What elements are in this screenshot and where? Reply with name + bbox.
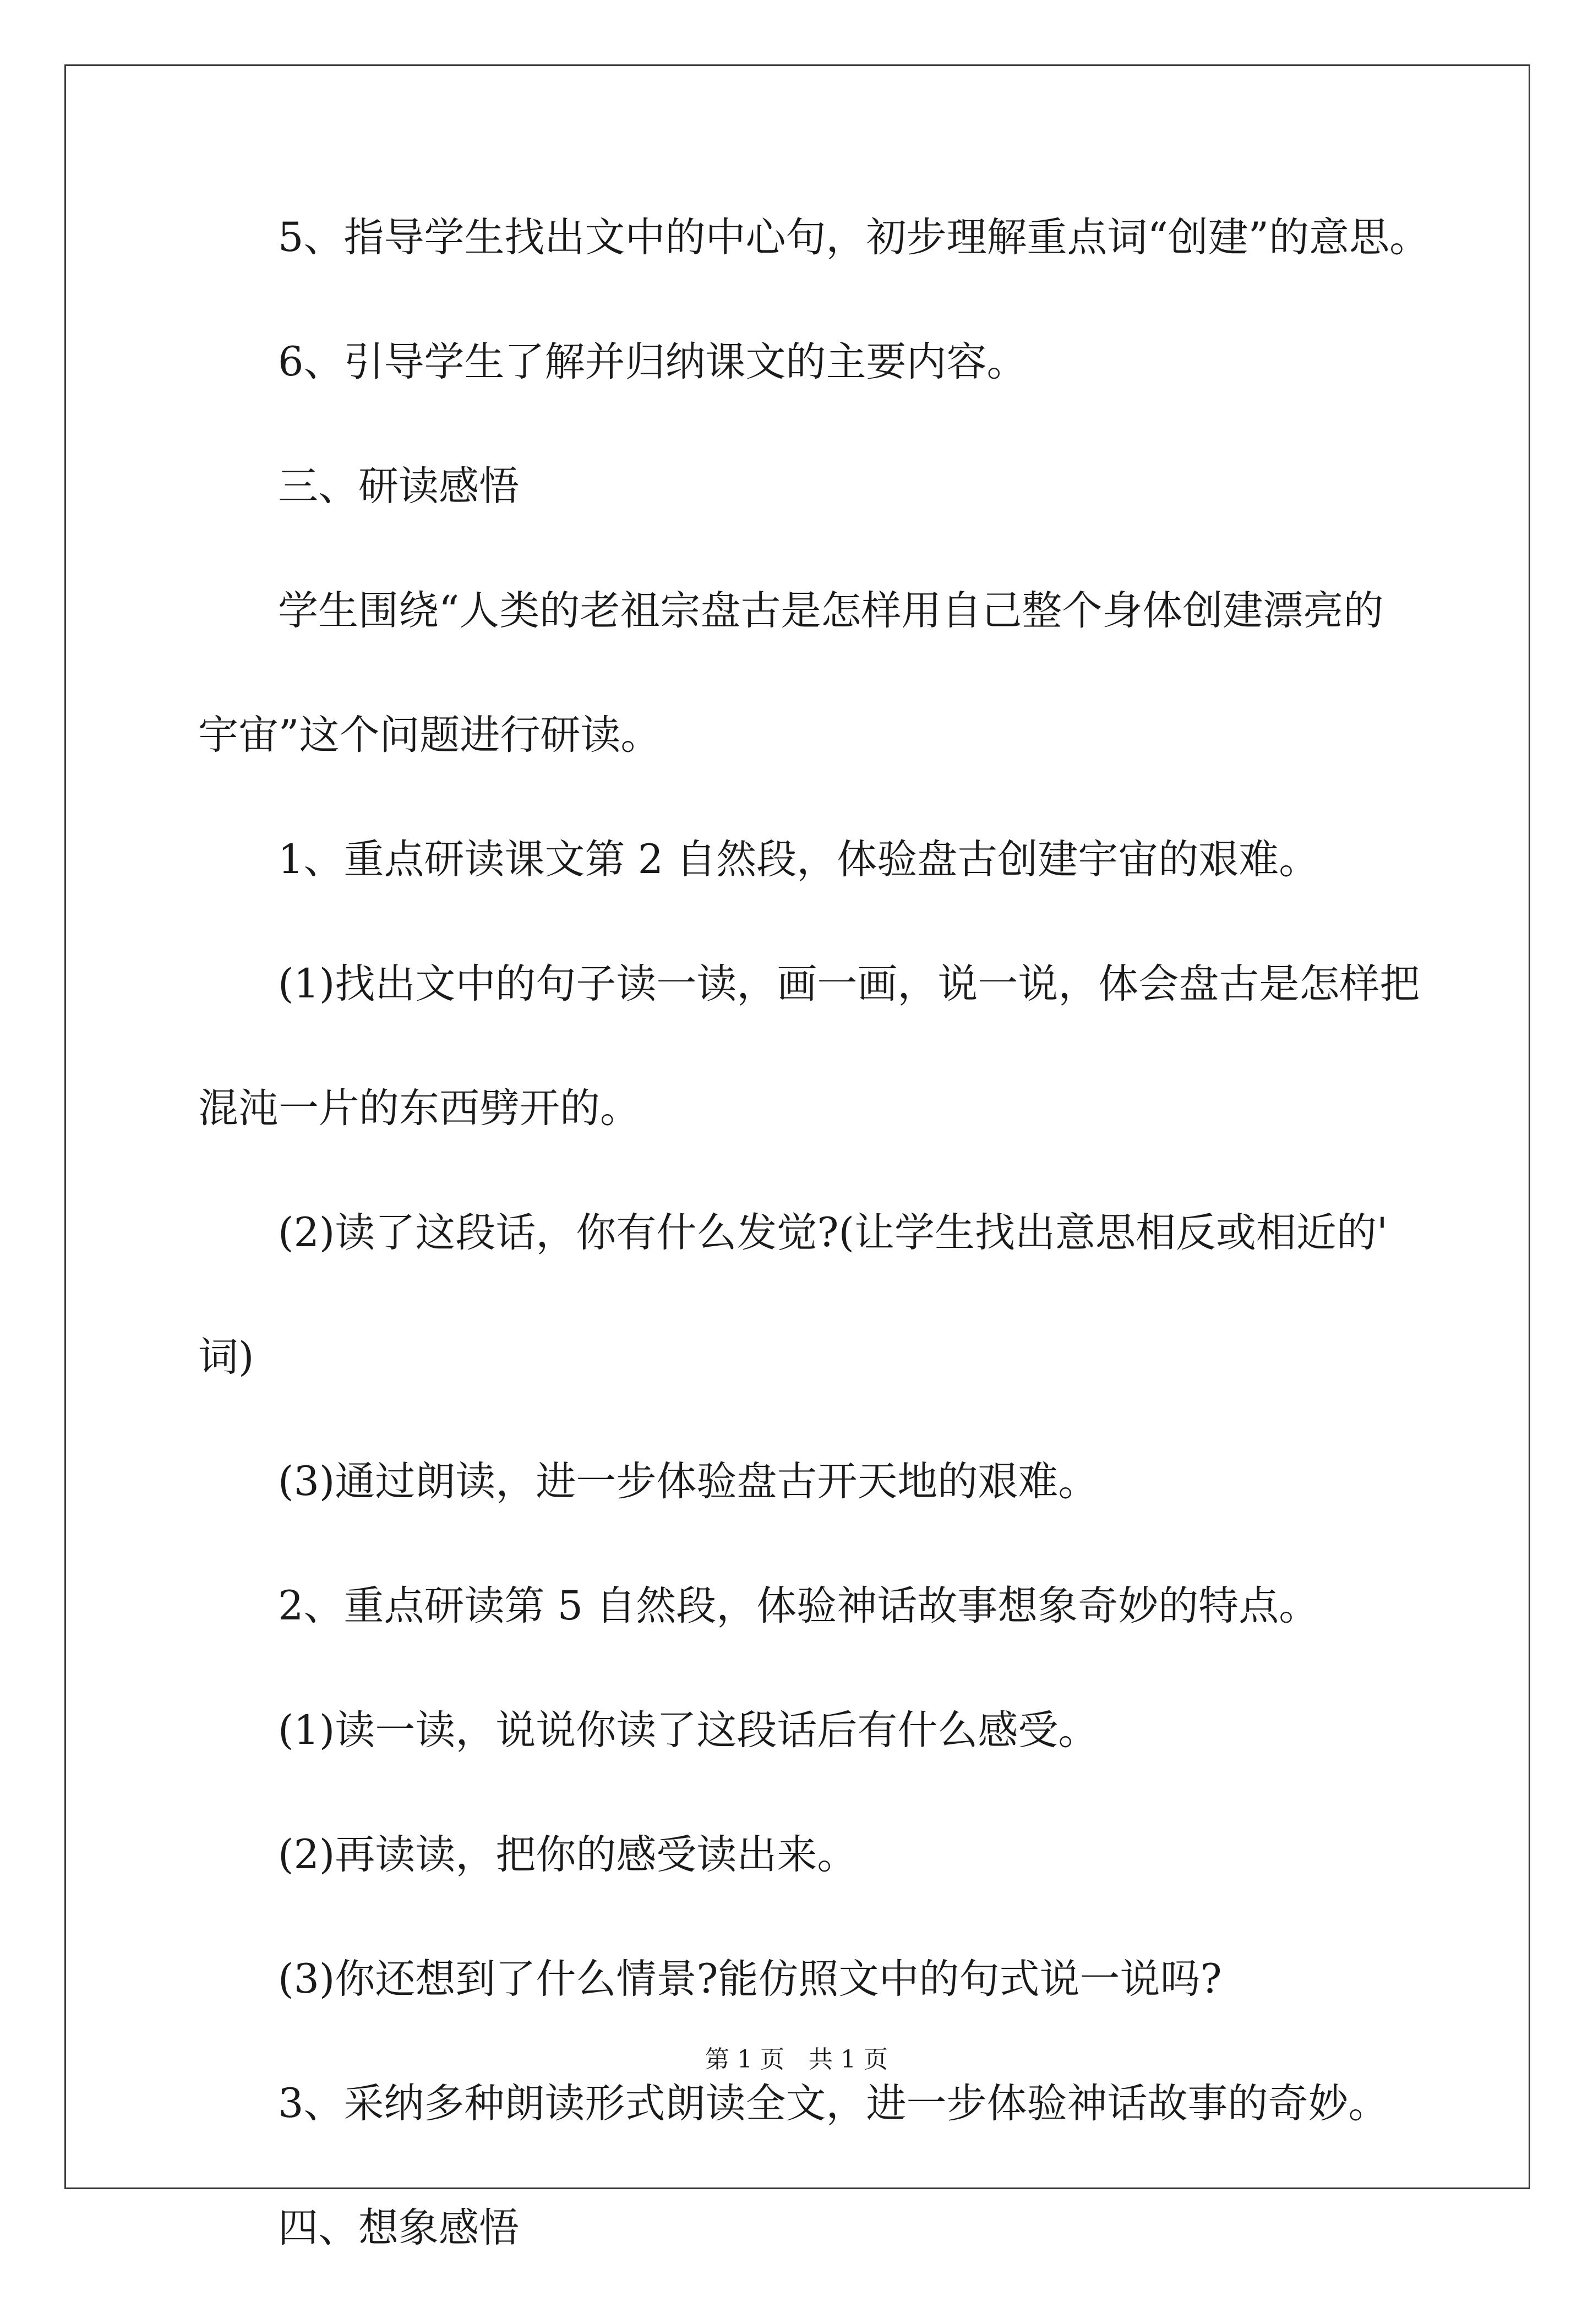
paragraph-line: 学生围绕“人类的老祖宗盘古是怎样用自己整个身体创建漂亮的 xyxy=(278,587,1384,634)
paragraph-6: 6、引导学生了解并归纳课文的主要内容。 xyxy=(278,339,1027,385)
paragraph-line: 混沌一片的东西劈开的。 xyxy=(198,1085,640,1132)
section-heading-4: 四、想象感悟 xyxy=(278,2205,519,2251)
paragraph-5: 5、指导学生找出文中的中心句，初步理解重点词“创建”的意思。 xyxy=(278,214,1430,261)
paragraph-line: 宇宙”这个问题进行研读。 xyxy=(198,712,661,759)
paragraph-study-1-3: (3)通过朗读，进一步体验盘古开天地的艰难。 xyxy=(278,1458,1099,1505)
paragraph-study-2-2: (2)再读读，把你的感受读出来。 xyxy=(278,1831,858,1878)
paragraph-study-1: 1、重点研读课文第 2 自然段，体验盘古创建宇宙的艰难。 xyxy=(278,836,1319,883)
paragraph-study-2: 2、重点研读第 5 自然段，体验神话故事想象奇妙的特点。 xyxy=(278,1583,1319,1629)
paragraph-study-question xyxy=(198,582,1464,763)
page-footer: 第 1 页 共 1 页 xyxy=(705,2045,888,2074)
paragraph-line: (2)读了这段话，你有什么发觉?(让学生找出意思相反或相近的' xyxy=(278,1209,1388,1256)
paragraph-study-2-3: (3)你还想到了什么情景?能仿照文中的句式说一说吗? xyxy=(278,1956,1222,2003)
paragraph-study-3: 3、采纳多种朗读形式朗读全文，进一步体验神话故事的奇妙。 xyxy=(278,2080,1389,2127)
section-heading-3: 三、研读感悟 xyxy=(278,463,519,510)
paragraph-study-2-1: (1)读一读，说说你读了这段话后有什么感受。 xyxy=(278,1707,1099,1754)
document-body xyxy=(198,209,1464,2324)
paragraph-line: (1)找出文中的句子读一读，画一画，说一说，体会盘古是怎样把 xyxy=(278,961,1420,1007)
paragraph-study-1-1 xyxy=(198,956,1464,1137)
paragraph-study-1-2 xyxy=(198,1204,1464,1385)
paragraph-line: 词) xyxy=(198,1334,254,1381)
